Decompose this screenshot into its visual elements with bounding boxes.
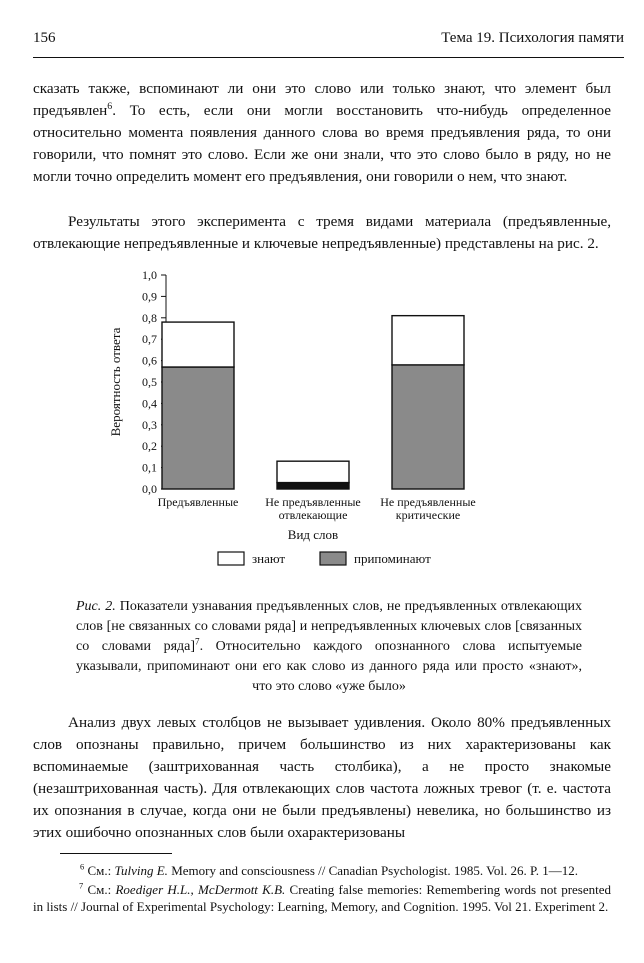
y-tick-label: 0,6 xyxy=(142,353,157,368)
y-tick-label: 0,1 xyxy=(142,460,157,475)
y-tick-label: 0,3 xyxy=(142,417,157,432)
paragraph-1-text-a: сказать также, вспоминают ли они это слово или только знают, что элемент был предъявлен xyxy=(33,80,611,119)
figure-caption xyxy=(76,597,582,697)
footnote-7-author: Roediger H.L., McDermott K.B. xyxy=(115,882,286,897)
footnote-6-text: Memory and consciousness // Canadian Psychologist. 1985. Vol. 26. P. 1—12. xyxy=(167,863,579,878)
running-title: Тема 19. Психология памяти xyxy=(441,30,624,46)
footnote-6 xyxy=(60,862,611,879)
footnote-rule xyxy=(60,853,172,854)
bar-recollect-1 xyxy=(277,483,349,489)
y-tick-label: 0,9 xyxy=(142,289,157,304)
header-rule xyxy=(33,57,624,58)
caption-text-a: Показатели узнавания предъявленных слов, не предъявленных отвлекающих слов [не связанных со словами ряда] и непредъявленных ключевых слов [связанных со словами ряда] xyxy=(76,599,583,654)
footnote-6-number: 6 xyxy=(80,861,85,872)
footnote-ref-6[interactable]: 6 xyxy=(107,100,113,112)
figure-2-chart xyxy=(100,262,520,572)
legend-swatch-0 xyxy=(218,552,244,565)
bar-recollect-2 xyxy=(392,365,464,489)
paragraph-3: Анализ двух левых столбцов не вызывает удивления. Около 80% предъявленных слов опознаны правильно, причем большинство из них характеризованы как вспоминаемые (заштрихованная часть столбика), а не просто знакомые (незаштрихованная часть). Для отвлекающих слов частота ложных тревог (т. е. частота их опознания в случае, когда они не были предъявлены) невелика, но большинство из этих ошибочно опознанных слов были охарактеризованы xyxy=(33,714,611,841)
footnote-6-author: Tulving E. xyxy=(114,863,168,878)
x-tick-label: Не предъявленные xyxy=(265,495,361,509)
x-axis-label: Вид слов xyxy=(287,527,339,542)
footnote-6-prefix: См.: xyxy=(87,863,115,878)
footnote-7 xyxy=(33,881,611,915)
footnote-ref-7[interactable]: 7 xyxy=(195,636,200,647)
footnote-7-text: Creating false memories: Remembering words not presented in lists // Journal of Experimental Psychology: Learning, Memory, and Cognition. 1995. Vol 21. Experiment 2. xyxy=(33,882,612,914)
bar-know-1 xyxy=(277,461,349,482)
paragraph-1-text-b: . То есть, если они могли восстановить что-нибудь определенное относительно момента появления данного слова во время предъявления ряда, то они говорили, что помнят это слово. Если же они знали, что это слово было в ряду, но не могли точно определить момент его предъявления, они говорили о нем, что знают. xyxy=(33,102,611,185)
y-tick-label: 0,7 xyxy=(142,332,157,347)
y-tick-label: 1,0 xyxy=(142,268,157,282)
caption-lead: Рис. 2. xyxy=(76,599,116,614)
legend-label-0: знают xyxy=(252,551,286,566)
y-axis-label: Вероятность ответа xyxy=(108,327,123,437)
y-tick-label: 0,4 xyxy=(142,396,157,411)
x-tick-label: отвлекающие xyxy=(278,508,348,522)
running-header xyxy=(33,30,624,52)
y-tick-label: 0,0 xyxy=(142,482,157,496)
y-tick-label: 0,8 xyxy=(142,310,157,325)
legend-swatch-1 xyxy=(320,552,346,565)
paragraph-2: Результаты этого эксперимента с тремя видами материала (предъявленные, отвлекающие непредъявленные и ключевые непредъявленные) представлены на рис. 2. xyxy=(33,213,611,252)
x-tick-label: Предъявленные xyxy=(157,495,239,509)
y-tick-label: 0,5 xyxy=(142,375,157,389)
x-tick-label: критические xyxy=(395,508,461,522)
bar-know-2 xyxy=(392,316,464,365)
footnote-7-prefix: См.: xyxy=(87,882,116,897)
bar-recollect-0 xyxy=(162,367,234,489)
x-tick-label: Не предъявленные xyxy=(380,495,476,509)
legend-label-1: припоминают xyxy=(354,551,431,566)
footnote-7-number: 7 xyxy=(79,880,84,891)
bar-know-0 xyxy=(162,322,234,367)
caption-text-b: . Относительно каждого опознанного слова испытуемые указывали, припоминают они его как слово из данного ряда или просто «знают», что это слово «уже было» xyxy=(76,639,582,694)
page-number: 156 xyxy=(33,30,56,46)
y-tick-label: 0,2 xyxy=(142,439,157,454)
paragraph-1 xyxy=(33,78,611,188)
